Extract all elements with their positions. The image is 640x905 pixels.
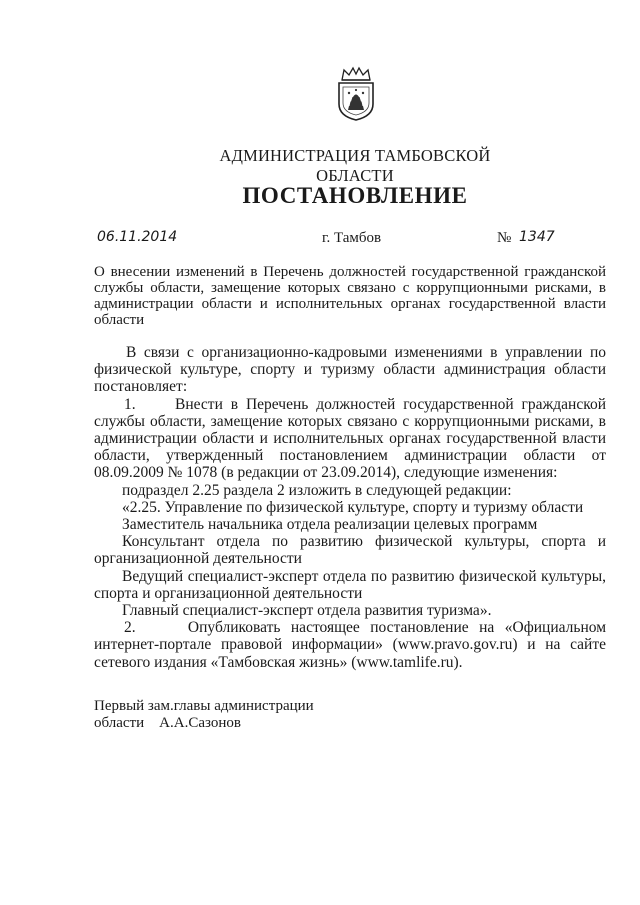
document-body <box>94 344 606 671</box>
position-line: Заместитель начальника отдела реализации целевых программ <box>122 516 538 534</box>
item-1-paragraph: 1. Внести в Перечень должностей государственной гражданской службы области, замещение которых связано с коррупционными рисками, в администрации области и исполнительных органах государственной власти области, утвержденный постановлением администрации области от 08.09.2009 № 1078 (в редакции от 23.09.2014), следующие изменения: <box>94 395 606 482</box>
item-2-paragraph: 2. Опубликовать настоящее постановление на «Официальном интернет-портале правовой информации» (www.pravo.gov.ru) и на сайте сетевого издания «Тамбовская жизнь» (www.tamlife.ru). <box>94 619 606 671</box>
document-number: 1347 <box>519 229 555 245</box>
signature-block <box>94 698 314 732</box>
document-subject: О внесении изменений в Перечень должностей государственной гражданской службы области, замещение которых связано с коррупционными рисками, в администрации области и исполнительных органах государственной власти области <box>94 264 606 328</box>
position-line: Консультант отдела по развитию физической культуры, спорта и организационной деятельности <box>94 533 606 568</box>
document-city: г. Тамбов <box>322 230 382 246</box>
signatory-name: А.А.Сазонов <box>159 715 241 731</box>
document-number-label: № <box>497 230 512 246</box>
signatory-row <box>94 715 314 732</box>
subsection-instruction: подраздел 2.25 раздела 2 изложить в следующей редакции: <box>122 481 512 499</box>
position-line: Ведущий специалист-эксперт отдела по развитию физической культуры, спорта и организационной деятельности <box>94 567 606 602</box>
intro-paragraph: В связи с организационно-кадровыми изменениями в управлении по физической культуре, спорту и туризму области администрация области постановляет: <box>94 344 606 396</box>
signatory-title-cont: области <box>94 715 145 731</box>
signatory-title: Первый зам.главы администрации <box>94 698 314 714</box>
document-date: 06.11.2014 <box>97 229 178 245</box>
document-type-title: ПОСТАНОВЛЕНИЕ <box>242 183 468 208</box>
organization-name: АДМИНИСТРАЦИЯ ТАМБОВСКОЙ ОБЛАСТИ <box>219 146 491 185</box>
section-title-line: «2.25. Управление по физической культуре, спорту и туризму области <box>122 498 584 516</box>
position-line: Главный специалист-эксперт отдела развития туризма». <box>122 602 492 620</box>
tambov-coat-of-arms-icon <box>334 66 378 122</box>
